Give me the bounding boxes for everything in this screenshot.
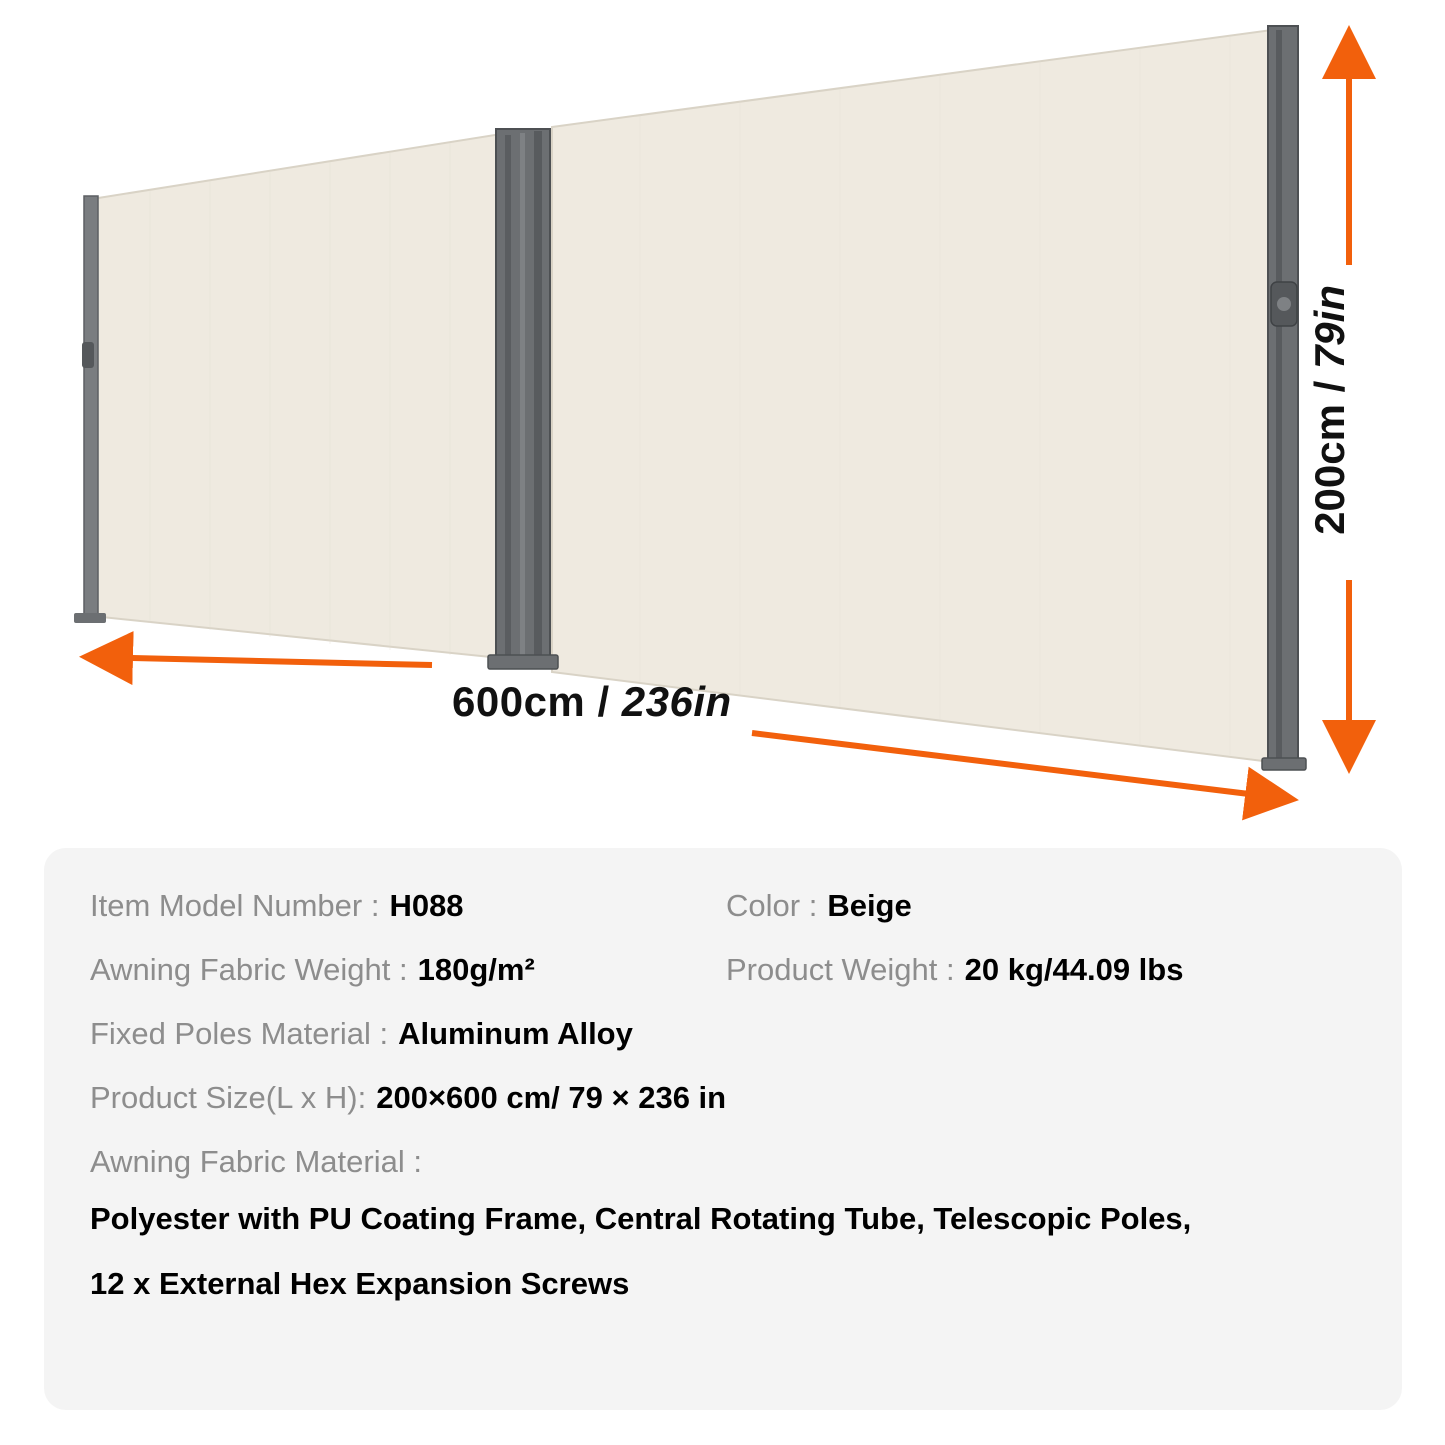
spec-row	[90, 952, 1356, 988]
spec-value-line-2: 12 x External Hex Expansion Screws	[90, 1266, 630, 1302]
spec-item-color	[726, 888, 912, 924]
spec-value: 20 kg/44.09 lbs	[964, 952, 1184, 987]
spec-row	[90, 888, 1356, 924]
spec-item-model-number	[90, 888, 726, 924]
pole-left-base	[74, 613, 106, 623]
spec-value-line-1: Polyester with PU Coating Frame, Central Rotating Tube, Telescopic Poles,	[90, 1201, 1192, 1236]
spec-label: Awning Fabric Material :	[90, 1144, 422, 1179]
pole-left	[84, 196, 98, 620]
spec-item-fabric-weight	[90, 952, 726, 988]
spec-value: 180g/m²	[417, 952, 535, 987]
spec-label: Color :	[726, 888, 818, 923]
height-dimension-label: 200cm / 79in	[1306, 285, 1353, 535]
pole-center-base	[488, 655, 558, 669]
spec-item-poles-material	[90, 1016, 633, 1052]
fabric-panel-right	[552, 29, 1279, 763]
spec-label: Product Size(L x H):	[90, 1080, 367, 1115]
width-arrow-left-segment	[88, 657, 432, 665]
spec-item-product-size	[90, 1080, 726, 1116]
pole-center-groove-1	[505, 135, 511, 657]
pole-right	[1268, 26, 1298, 766]
spec-label: Item Model Number :	[90, 888, 380, 923]
specification-panel	[44, 848, 1402, 1410]
spec-label: Product Weight :	[726, 952, 955, 987]
spec-value: H088	[389, 888, 464, 923]
width-dimension-label: 600cm / 236in	[452, 678, 732, 725]
height-in-text: 79in	[1306, 285, 1353, 370]
spec-value: Aluminum Alloy	[398, 1016, 633, 1051]
pole-center-groove-3	[534, 131, 542, 657]
pole-right-groove	[1276, 30, 1282, 762]
fabric-panel-left	[92, 131, 520, 660]
width-in-text: 236in	[621, 678, 732, 725]
pole-right-base	[1262, 758, 1306, 770]
spec-value: 200×600 cm/ 79 × 236 in	[376, 1080, 727, 1115]
height-cm-text: 200cm	[1306, 404, 1353, 535]
spec-item-product-weight	[726, 952, 1183, 988]
spec-row	[90, 1080, 1356, 1116]
spec-item-fabric-material	[90, 1144, 1356, 1302]
spec-row	[90, 1016, 1356, 1052]
spec-value: Beige	[827, 888, 912, 923]
pole-left-handle	[82, 342, 94, 368]
width-cm-text: 600cm	[452, 678, 586, 725]
pole-right-handle-knob	[1277, 297, 1291, 311]
spec-label: Fixed Poles Material :	[90, 1016, 389, 1051]
spec-label: Awning Fabric Weight :	[90, 952, 408, 987]
pole-center-groove-2	[520, 133, 525, 657]
